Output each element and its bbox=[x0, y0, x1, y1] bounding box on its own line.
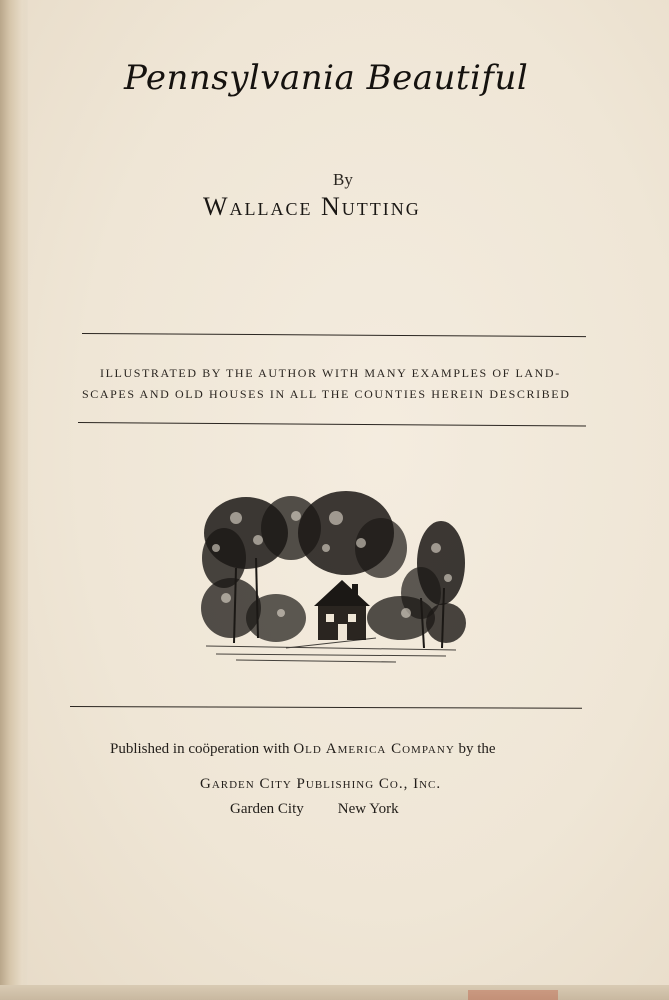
publisher-name: Garden City Publishing Co., Inc. bbox=[200, 776, 442, 792]
publisher-city: Garden City bbox=[230, 801, 304, 817]
woodcut-landscape-house-icon bbox=[196, 488, 468, 670]
cover-edge-mark bbox=[468, 990, 558, 1000]
publisher-location bbox=[230, 801, 399, 818]
publisher-prefix: Published in coöperation with bbox=[110, 741, 290, 757]
book-title: Pennsylvania Beautiful bbox=[124, 58, 529, 98]
illustration-note-line-1: ILLUSTRATED BY THE AUTHOR WITH MANY EXAMPLES OF LAND- bbox=[100, 366, 561, 380]
illustration-note-line-2: SCAPES AND OLD HOUSES IN ALL THE COUNTIES HEREIN DESCRIBED bbox=[82, 387, 571, 401]
publisher-suffix: by the bbox=[458, 741, 496, 757]
cooperating-company: Old America Company bbox=[293, 741, 455, 757]
publisher-line bbox=[110, 741, 496, 758]
book-spine-edge bbox=[0, 0, 30, 1000]
by-label: By bbox=[333, 170, 353, 189]
author-name: Wallace Nutting bbox=[203, 192, 421, 221]
publisher-state: New York bbox=[337, 801, 399, 817]
page-bottom-edge bbox=[0, 985, 669, 1000]
